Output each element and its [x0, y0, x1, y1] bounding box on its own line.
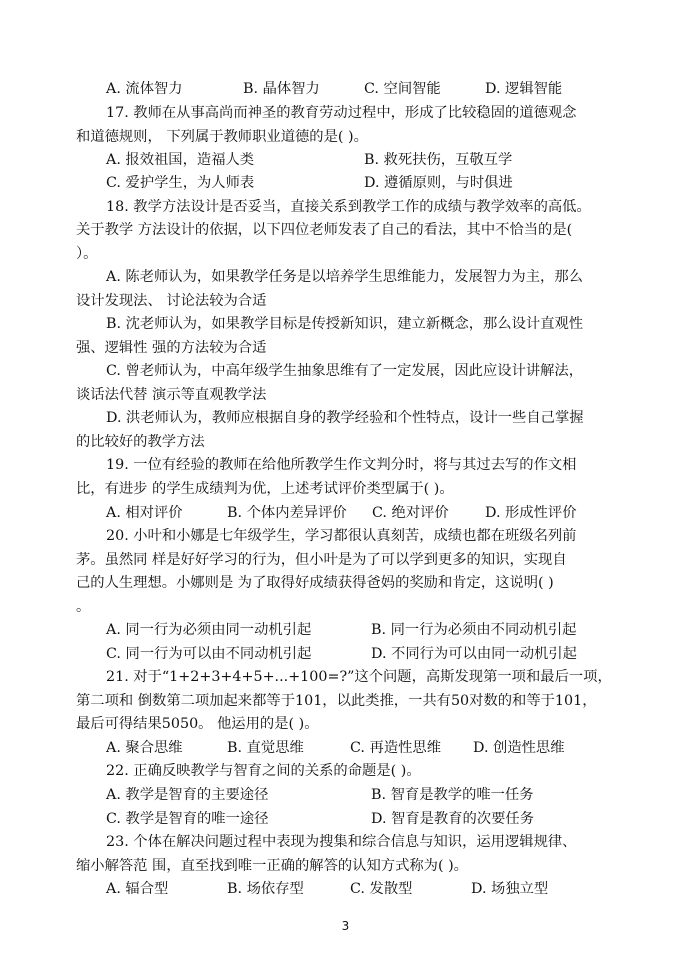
q17-option-b: B. 救死扶伤，互敬互学 — [364, 152, 513, 168]
q20-option-d: D. 不同行为可以由同一动机引起 — [371, 646, 577, 662]
q21-option-c: C. 再造性思维 — [350, 740, 442, 756]
q22-stem-line-1: 22. 正确反映教学与智育之间的关系的命题是( )。 — [106, 763, 421, 779]
q17-option-c: C. 爱护学生，为人师表 — [106, 175, 255, 191]
q16-option-d: D. 逻辑智能 — [485, 81, 563, 97]
q17-stem-line-2: 和道德规则， 下列属于教师职业道德的是( )。 — [76, 129, 368, 145]
q22-option-d: D. 智育是教育的次要任务 — [371, 811, 535, 827]
q16-option-c: C. 空间智能 — [364, 81, 441, 97]
q23-option-d: D. 场独立型 — [471, 881, 549, 897]
q18-option-c-line-2: 谈话法代替 演示等直观教学法 — [76, 387, 267, 403]
q23-stem-line-2: 缩小解答范 围，直至找到唯一正确的解答的认知方式称为( )。 — [76, 858, 468, 874]
q21-stem-line-1: 21. 对于“1+2+3+4+5+...+100=?”这个问题，高斯发现第一项和最后一项， — [106, 669, 612, 685]
q18-stem-line-1: 18. 教学方法设计是否妥当，直接关系到教学工作的成绩与教学效率的高低。 — [106, 199, 591, 215]
q21-option-a: A. 聚合思维 — [106, 740, 183, 756]
q22-option-b: B. 智育是教学的唯一任务 — [371, 787, 534, 803]
q18-option-b-line-1: B. 沈老师认为，如果教学目标是传授新知识，建立新概念，那么设计直观性 — [106, 316, 584, 332]
q17-option-d: D. 遵循原则，与时俱进 — [364, 175, 513, 191]
q16-option-b: B. 晶体智力 — [243, 81, 320, 97]
q23-stem-line-1: 23. 个体在解决问题过程中表现为搜集和综合信息与知识，运用逻辑规律、 — [106, 834, 577, 850]
q19-stem-line-1: 19. 一位有经验的教师在给他所教学生作文判分时，将与其过去写的作文相 — [106, 457, 577, 473]
q18-option-b-line-2: 强、逻辑性 强的方法较为合适 — [76, 340, 267, 356]
q16-option-a: A. 流体智力 — [106, 81, 183, 97]
q20-stem-line-4: 。 — [76, 599, 91, 615]
q18-option-a-line-1: A. 陈老师认为，如果教学任务是以培养学生思维能力，发展智力为主，那么 — [106, 269, 583, 285]
page-number: 3 — [341, 919, 350, 933]
q22-option-c: C. 教学是智育的唯一途径 — [106, 811, 269, 827]
q21-stem-line-3: 最后可得结果5050。 他运用的是( )。 — [76, 716, 319, 732]
q21-stem-line-2: 第二项和 倒数第二项加起来都等于101，以此类推，一共有50对数的和等于101， — [76, 693, 597, 709]
q18-stem-line-3: ）。 — [76, 246, 98, 262]
q19-option-d: D. 形成性评价 — [485, 505, 577, 521]
q17-option-a: A. 报效祖国，造福人类 — [106, 152, 255, 168]
q22-option-a: A. 教学是智育的主要途径 — [106, 787, 269, 803]
q18-stem-line-2: 关于教学 方法设计的依据，以下四位老师发表了自己的看法，其中不恰当的是( — [76, 222, 573, 238]
q20-option-c: C. 同一行为可以由不同动机引起 — [106, 646, 312, 662]
q19-stem-line-2: 比，有进步 的学生成绩判为优，上述考试评价类型属于( )。 — [76, 481, 454, 497]
q19-option-a: A. 相对评价 — [106, 505, 183, 521]
q21-option-d: D. 创造性思维 — [473, 740, 565, 756]
q18-option-a-line-2: 设计发现法、 讨论法较为合适 — [76, 293, 267, 309]
q19-option-b: B. 个体内差异评价 — [227, 505, 347, 521]
q20-stem-line-1: 20. 小叶和小娜是七年级学生，学习都很认真刻苦，成绩也都在班级名列前 — [106, 528, 577, 544]
q20-option-a: A. 同一行为必须由同一动机引起 — [106, 622, 312, 638]
q21-option-b: B. 直觉思维 — [227, 740, 304, 756]
q23-option-c: C. 发散型 — [350, 881, 413, 897]
q19-option-c: C. 绝对评价 — [372, 505, 449, 521]
q18-option-d-line-2: 的比较好的教学方法 — [76, 434, 205, 450]
q18-option-c-line-1: C. 曾老师认为，中高年级学生抽象思维有了一定发展，因此应设计讲解法， — [106, 363, 584, 379]
q20-option-b: B. 同一行为必须由不同动机引起 — [371, 622, 577, 638]
q20-stem-line-2: 茅。虽然同 样是好好学习的行为，但小叶是为了可以学到更多的知识，实现自 — [76, 552, 567, 568]
q18-option-d-line-1: D. 洪老师认为，教师应根据自身的教学经验和个性特点，设计一些自己掌握 — [106, 410, 584, 426]
q20-stem-line-3: 己的人生理想。小娜则是 为了取得好成绩获得爸妈的奖励和肯定，这说明( ) — [76, 575, 554, 591]
q17-stem-line-1: 17. 教师在从事高尚而神圣的教育劳动过程中，形成了比较稳固的道德观念 — [106, 105, 577, 121]
q23-option-a: A. 辐合型 — [106, 881, 169, 897]
q23-option-b: B. 场依存型 — [227, 881, 304, 897]
